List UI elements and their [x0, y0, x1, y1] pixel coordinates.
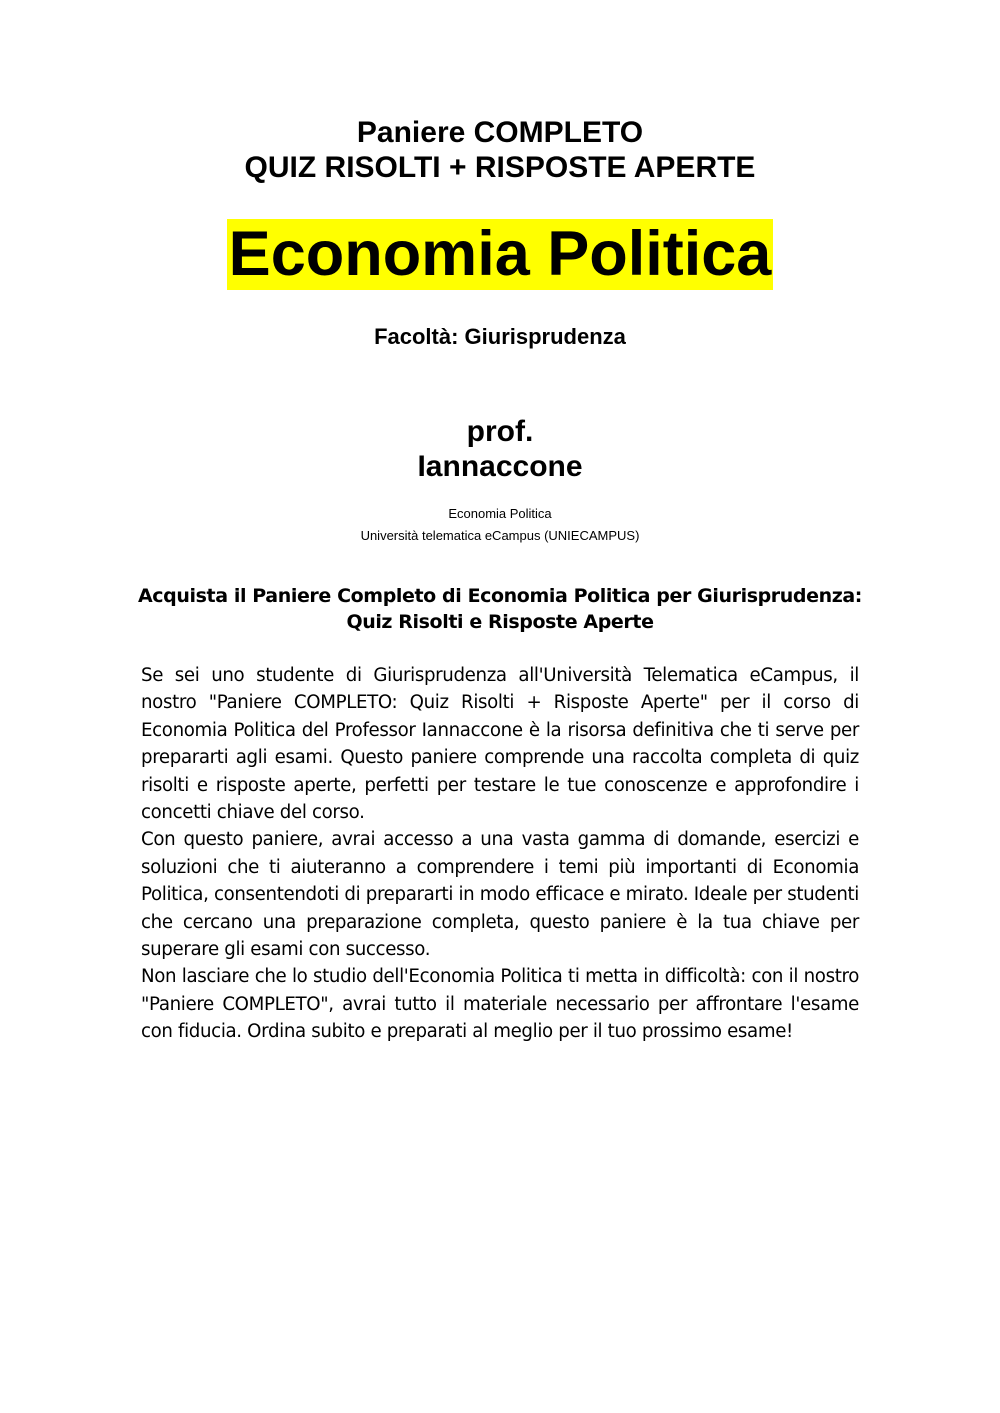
- professor-prefix: prof.: [466, 415, 534, 448]
- university-name: Università telematica eCampus (UNIECAMPUS): [360, 528, 640, 543]
- body-paragraph-1: Se sei uno studente di Giurisprudenza all'Università Telematica eCampus, il nostro "Paniere COMPLETO: Quiz Risolti + Risposte Aperte" per il corso di Economia Politica del Professor Iannaccone è la risorsa definitiva che ti serve per prepararti agli esami. Questo paniere comprende una raccolta completa di quiz risolti e risposte aperte, perfetti per testare le tue conoscenze e approfondire i concetti chiave del corso.: [141, 665, 859, 824]
- title-container: [0, 219, 1000, 290]
- header-title-line-1: Paniere COMPLETO: [356, 116, 644, 149]
- body-paragraph-2: Con questo paniere, avrai accesso a una vasta gamma di domande, esercizi e soluzioni che ti aiuteranno a comprendere i temi più importanti di Economia Politica, consentendoti di prepararti in modo efficace e mirato. Ideale per studenti che cercano una preparazione completa, questo paniere è la tua chiave per superare gli esami con successo.: [141, 829, 859, 961]
- faculty-label: Facoltà: Giurisprudenza: [374, 324, 626, 349]
- course-title-highlighted: Economia Politica: [228, 219, 772, 289]
- header-title-line-2: QUIZ RISOLTI + RISPOSTE APERTE: [244, 151, 756, 184]
- body-text: [141, 662, 859, 1046]
- promo-heading: Acquista il Paniere Completo di Economia Politica per Giurisprudenza: Quiz Risolti e Risposte Aperte: [138, 585, 862, 633]
- course-name-small: Economia Politica: [448, 506, 552, 521]
- body-paragraph-3: Non lasciare che lo studio dell'Economia Politica ti metta in difficoltà: con il nostro "Paniere COMPLETO", avrai tutto il materiale necessario per affrontare l'esame con fiducia. Ordina subito e preparati al meglio per il tuo prossimo esame!: [141, 966, 859, 1043]
- professor-name: Iannaccone: [417, 450, 583, 483]
